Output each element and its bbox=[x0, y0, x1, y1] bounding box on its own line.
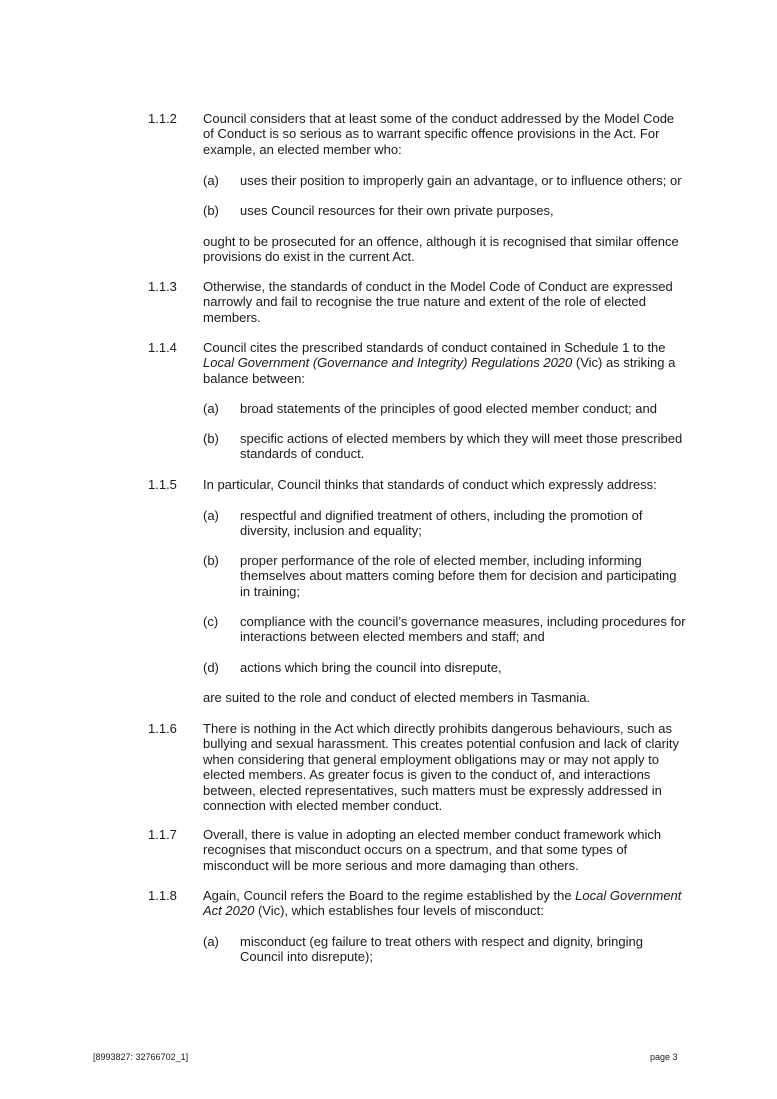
clause-1-1-8-item-a bbox=[203, 934, 688, 965]
clause-text: Overall, there is value in adopting an elected member conduct framework which recognises that misconduct occurs on a spectrum, and that some types of misconduct will be more serious and more damaging than others. bbox=[203, 827, 662, 873]
item-text: respectful and dignified treatment of others, including the promotion of diversity, inclusion and equality; bbox=[240, 508, 643, 539]
item-text: uses their position to improperly gain an advantage, or to influence others; or bbox=[240, 173, 682, 188]
clause-1-1-5-continuation: are suited to the role and conduct of elected members in Tasmania. bbox=[203, 690, 591, 705]
clause-text-part: Council cites the prescribed standards of conduct contained in Schedule 1 to the bbox=[203, 340, 666, 355]
item-label: (a) bbox=[203, 173, 219, 188]
item-label: (c) bbox=[203, 614, 219, 629]
clause-text: Council considers that at least some of the conduct addressed by the Model Code of Conduct is so serious as to warrant specific offence provisions in the Act. For example, an elected member who: bbox=[203, 111, 675, 157]
clause-1-1-6 bbox=[148, 721, 688, 813]
clause-text: In particular, Council thinks that standards of conduct which expressly address: bbox=[203, 477, 657, 492]
clause-1-1-4-item-a bbox=[203, 401, 688, 416]
clause-1-1-2 bbox=[148, 111, 688, 157]
item-label: (d) bbox=[203, 660, 219, 675]
clause-1-1-4-item-b bbox=[203, 431, 688, 462]
clause-text bbox=[203, 340, 688, 386]
regulation-title: Local Government (Governance and Integrity) Regulations 2020 bbox=[203, 355, 573, 371]
clause-number: 1.1.8 bbox=[148, 888, 177, 903]
item-text: compliance with the council’s governance measures, including procedures for interactions between elected members and staff; and bbox=[240, 614, 686, 645]
clause-text-part: Again, Council refers the Board to the regime established by the bbox=[203, 888, 576, 903]
clause-text: There is nothing in the Act which directly prohibits dangerous behaviours, such as bullying and sexual harassment. This creates potential confusion and lack of clarity when considering that general employment obligations may or may not apply to elected members. As greater focus is given to the conduct of, and interactions between, elected representatives, such matters must be expressly addressed in connection with elected member conduct. bbox=[203, 721, 679, 814]
clause-number: 1.1.7 bbox=[148, 827, 177, 842]
clause-1-1-5 bbox=[148, 477, 688, 492]
item-text: uses Council resources for their own private purposes, bbox=[240, 203, 554, 218]
clause-1-1-5-item-d bbox=[203, 660, 688, 675]
item-label: (a) bbox=[203, 401, 219, 416]
clause-number: 1.1.3 bbox=[148, 279, 177, 294]
item-label: (b) bbox=[203, 431, 219, 446]
item-label: (b) bbox=[203, 203, 219, 218]
clause-text bbox=[203, 888, 688, 919]
clause-text: Otherwise, the standards of conduct in the Model Code of Conduct are expressed narrowly and fail to recognise the true nature and extent of the role of elected members. bbox=[203, 279, 673, 325]
clause-text-part: (Vic), which establishes four levels of misconduct: bbox=[254, 903, 544, 919]
document-reference: [8993827: 32766702_1] bbox=[93, 1052, 189, 1062]
clause-1-1-4 bbox=[148, 340, 688, 386]
clause-text-part: (Vic) as striking a balance between: bbox=[203, 355, 676, 386]
clause-1-1-2-item-b bbox=[203, 203, 688, 218]
clause-1-1-5-item-b bbox=[203, 553, 688, 599]
clause-number: 1.1.2 bbox=[148, 111, 177, 126]
item-text: misconduct (eg failure to treat others with respect and dignity, bringing Council into disrepute); bbox=[240, 934, 643, 965]
item-label: (b) bbox=[203, 553, 219, 568]
item-text: specific actions of elected members by which they will meet those prescribed standards of conduct. bbox=[240, 431, 683, 462]
clause-1-1-2-item-a bbox=[203, 173, 688, 188]
item-text: broad statements of the principles of good elected member conduct; and bbox=[240, 401, 657, 416]
clause-1-1-2-continuation: ought to be prosecuted for an offence, although it is recognised that similar offence provisions do exist in the current Act. bbox=[203, 234, 679, 265]
item-text: proper performance of the role of elected member, including informing themselves about matters coming before them for decision and participating in training; bbox=[240, 553, 677, 599]
clause-number: 1.1.4 bbox=[148, 340, 177, 355]
clause-1-1-8 bbox=[148, 888, 688, 919]
clause-number: 1.1.5 bbox=[148, 477, 177, 492]
clause-1-1-3 bbox=[148, 279, 688, 325]
clause-1-1-7 bbox=[148, 827, 688, 873]
item-label: (a) bbox=[203, 934, 219, 949]
clause-1-1-5-item-a bbox=[203, 508, 688, 539]
item-text: actions which bring the council into disrepute, bbox=[240, 660, 502, 675]
item-label: (a) bbox=[203, 508, 219, 523]
page-number: page 3 bbox=[650, 1052, 678, 1062]
act-title: Local Government Act 2020 bbox=[203, 888, 682, 919]
clause-1-1-5-item-c bbox=[203, 614, 688, 645]
clause-number: 1.1.6 bbox=[148, 721, 177, 736]
